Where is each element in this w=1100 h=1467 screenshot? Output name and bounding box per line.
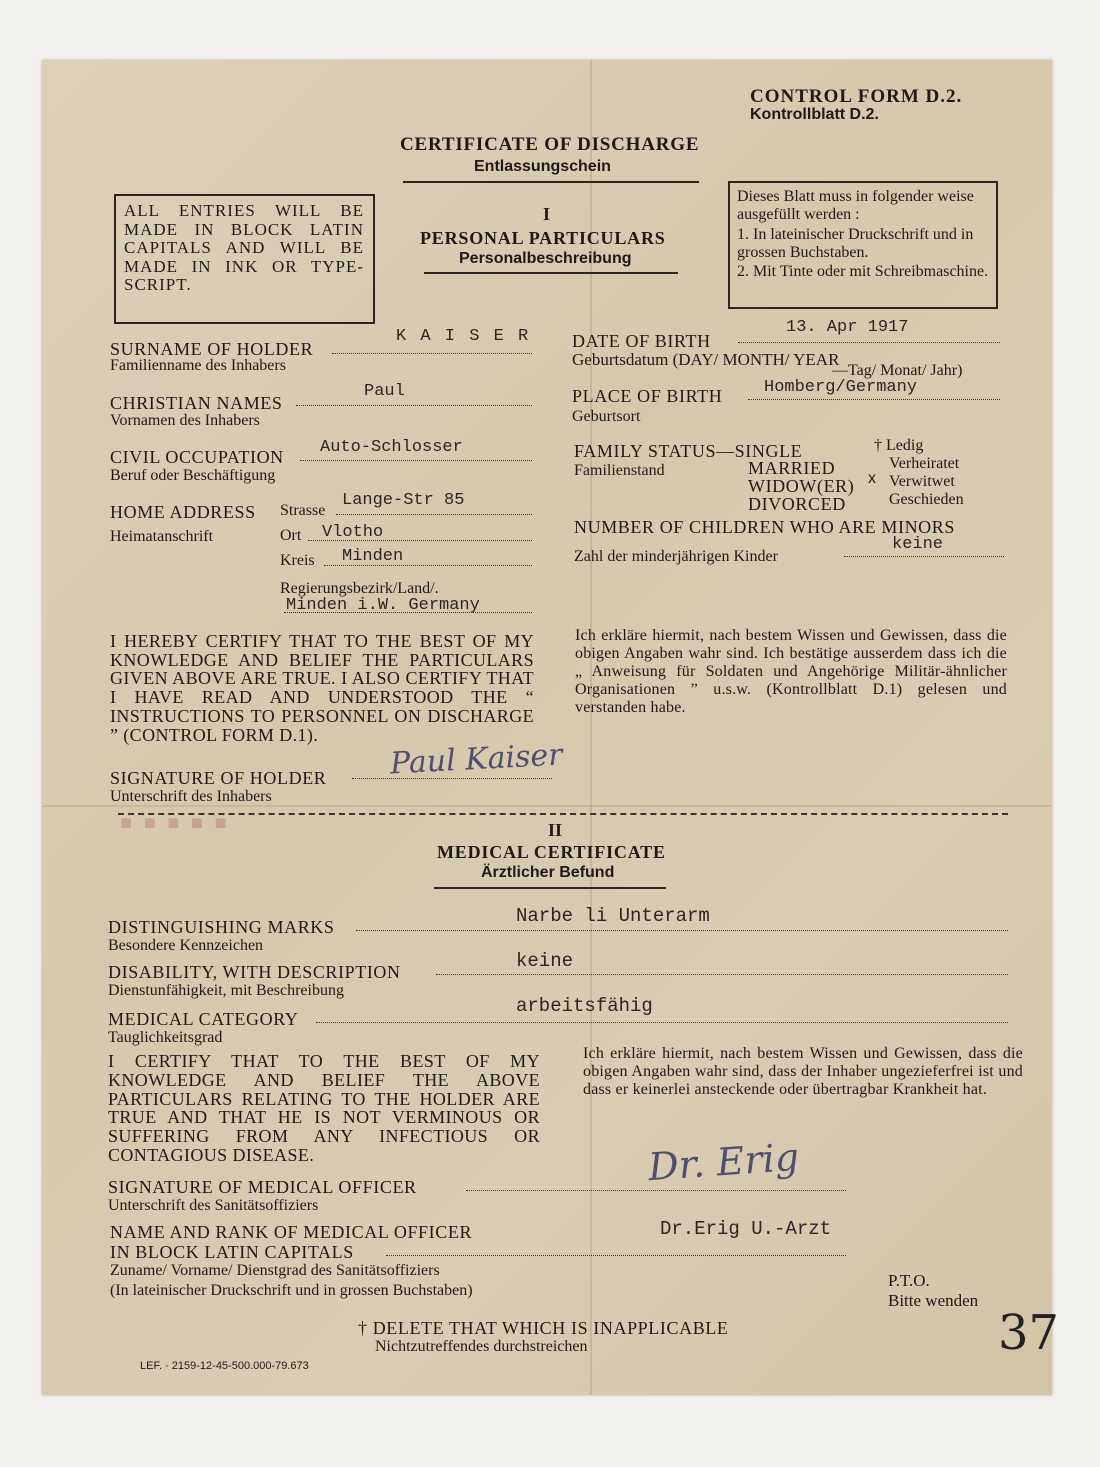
medical-certification-en: I CERTIFY THAT TO THE BEST OF MY KNOWLEDGE AND BELIEF THE ABOVE PARTICULARS RELATING TO THE HOLDER ARE TRUE AND THAT HE IS NOT VERMINOUS OR SUFFERING FROM ANY INFECTIOUS OR CONTAGIOUS DISEASE.	[108, 1051, 540, 1165]
holder-signature-label: SIGNATURE OF HOLDER	[110, 768, 327, 788]
christian-names-label-de: Vornamen des Inhabers	[110, 412, 260, 429]
children-label: NUMBER OF CHILDREN WHO ARE MINORS	[574, 517, 955, 537]
place-of-birth-label-de: Geburtsort	[572, 408, 641, 425]
surname-value: K A I S E R	[396, 327, 531, 346]
children-line	[844, 556, 1004, 557]
medical-officer-signature-label: SIGNATURE OF MEDICAL OFFICER	[108, 1177, 417, 1197]
notice-de-item-2: 2. Mit Tinte oder mit Schreibmaschine.	[737, 263, 989, 280]
medical-officer-name-value: Dr.Erig U.-Arzt	[660, 1218, 832, 1240]
pto-label-de: Bitte wenden	[888, 1291, 979, 1310]
children-label-de: Zahl der minderjährigen Kinder	[574, 548, 778, 565]
pto-label: P.T.O.	[888, 1271, 930, 1290]
strasse-line	[336, 514, 532, 515]
occupation-label-de: Beruf oder Beschäftigung	[110, 467, 276, 484]
place-of-birth-label: PLACE OF BIRTH	[572, 386, 723, 406]
medical-officer-name-label: NAME AND RANK OF MEDICAL OFFICER	[110, 1222, 473, 1242]
section-two-title: MEDICAL CERTIFICATE	[437, 842, 666, 862]
notice-de-intro: Dieses Blatt muss in folgender weise ausgefüllt werden :	[737, 188, 974, 223]
medical-category-line	[316, 1022, 1008, 1023]
home-address-label: HOME ADDRESS	[110, 502, 256, 522]
section-one-numeral: I	[543, 204, 551, 224]
family-option-widower: WIDOW(ER)	[748, 476, 855, 496]
title-rule	[403, 181, 699, 183]
date-of-birth-value: 13. Apr 1917	[786, 318, 909, 337]
strasse-label: Strasse	[280, 502, 326, 519]
notice-de-item-1: 1. In lateinischer Druckschrift und in grossen Buchstaben.	[737, 226, 974, 261]
place-of-birth-line	[748, 399, 1000, 400]
children-value: keine	[892, 535, 944, 554]
section-one-title: PERSONAL PARTICULARS	[420, 228, 666, 248]
medical-officer-signature-label-de: Unterschrift des Sanitätsoffiziers	[108, 1197, 319, 1214]
section-two-title-de: Ärztlicher Befund	[481, 864, 615, 881]
place-of-birth-value: Homberg/Germany	[764, 378, 918, 397]
disability-label: DISABILITY, WITH DESCRIPTION	[108, 962, 401, 982]
date-of-birth-label: DATE OF BIRTH	[572, 331, 711, 351]
kreis-label: Kreis	[280, 552, 315, 569]
surname-line	[332, 353, 532, 354]
disability-line	[436, 974, 1008, 975]
medical-category-label: MEDICAL CATEGORY	[108, 1009, 299, 1029]
section-divider	[118, 813, 1008, 815]
disability-label-de: Dienstunfähigkeit, mit Beschreibung	[108, 982, 344, 999]
delete-note-de: Nichtzutreffendes durchstreichen	[375, 1338, 588, 1355]
family-option-de-verheiratet: Verheiratet	[889, 455, 960, 472]
christian-names-line	[296, 405, 532, 406]
family-status-label: FAMILY STATUS—SINGLE	[574, 441, 803, 461]
section-one-rule	[424, 272, 678, 274]
medical-officer-name-label-de: Zuname/ Vorname/ Dienstgrad des Sanitätsoffiziers	[110, 1262, 440, 1279]
control-form-label: CONTROL FORM D.2.	[750, 86, 963, 107]
distinguishing-marks-label: DISTINGUISHING MARKS	[108, 917, 335, 937]
occupation-label: CIVIL OCCUPATION	[110, 447, 284, 467]
surname-label-de: Familienname des Inhabers	[110, 357, 286, 374]
regierungsbezirk-value: Minden i.W. Germany	[286, 596, 480, 615]
medical-officer-signature: Dr. Erig	[646, 1134, 801, 1190]
faint-stamp: ■ ■ ■ ■ ■	[120, 812, 230, 834]
medical-certification-de: Ich erkläre hiermit, nach bestem Wissen und Gewissen, dass die obigen Angaben wahr sind, dass der Inhaber ungezieferfrei ist und dass er keinerlei ansteckende oder übertragbar Krankheit hat.	[583, 1045, 1023, 1098]
family-option-de-ledig: † Ledig	[874, 437, 924, 454]
document-title-de: Entlassungschein	[474, 158, 611, 175]
holder-signature: Paul Kaiser	[389, 737, 564, 782]
holder-signature-label-de: Unterschrift des Inhabers	[110, 788, 272, 805]
date-of-birth-label-de-2: —Tag/ Monat/ Jahr)	[832, 362, 963, 379]
ort-label: Ort	[280, 527, 302, 544]
family-option-de-geschieden: Geschieden	[889, 491, 964, 508]
medical-officer-name-label-2: IN BLOCK LATIN CAPITALS	[110, 1242, 354, 1262]
family-status-mark: x	[868, 470, 876, 487]
family-status-label-de: Familienstand	[574, 462, 665, 479]
print-code: LEF. · 2159-12-45-500.000-79.673	[140, 1360, 309, 1372]
page-number: 37	[998, 1305, 1060, 1361]
distinguishing-marks-value: Narbe li Unterarm	[516, 905, 710, 927]
distinguishing-marks-label-de: Besondere Kennzeichen	[108, 937, 264, 954]
occupation-value: Auto-Schlosser	[320, 438, 463, 457]
christian-names-value: Paul	[364, 382, 405, 401]
holder-certification-de: Ich erkläre hiermit, nach bestem Wissen und Gewissen, dass die obigen Angaben wahr sind. Ich bestätige ausserdem dass ich die „ Anweisung für Soldaten und Angehörige Militär-ähnlicher Organisationen ” u.s.w. (Kontrollblatt D.1) gelesen und verstanden habe.	[575, 627, 1007, 716]
regierungsbezirk-label: Regierungsbezirk/Land/.	[280, 580, 439, 597]
holder-certification-en: I HEREBY CERTIFY THAT TO THE BEST OF MY KNOWLEDGE AND BELIEF THE PARTICULARS GIVEN ABOVE ARE TRUE. I ALSO CERTIFY THAT I HAVE READ AND UNDERSTOOD THE “ INSTRUCTIONS TO PERSONNEL ON DISCHARGE ” (CONTROL FORM D.1).	[110, 631, 534, 745]
home-address-label-de: Heimatanschrift	[110, 528, 214, 545]
family-option-married: MARRIED	[748, 458, 836, 478]
delete-note: † DELETE THAT WHICH IS INAPPLICABLE	[358, 1318, 729, 1338]
section-two-numeral: II	[548, 820, 563, 840]
kreis-value: Minden	[342, 547, 404, 566]
disability-value: keine	[516, 950, 574, 972]
medical-category-value: arbeitsfähig	[516, 995, 653, 1017]
family-option-divorced: DIVORCED	[748, 494, 846, 514]
medical-officer-name-label-de-2: (In lateinischer Druckschrift und in grossen Buchstaben)	[110, 1282, 473, 1299]
medical-officer-signature-line	[466, 1190, 846, 1191]
section-one-title-de: Personalbeschreibung	[459, 250, 632, 267]
ort-value: Vlotho	[322, 523, 384, 542]
medical-category-label-de: Tauglichkeitsgrad	[108, 1029, 223, 1046]
strasse-value: Lange-Str 85	[342, 491, 465, 510]
medical-officer-name-line	[386, 1255, 846, 1256]
distinguishing-marks-line	[356, 930, 1008, 931]
date-of-birth-line	[738, 342, 1000, 343]
section-two-rule	[434, 887, 666, 889]
family-option-de-verwitwet: Verwitwet	[889, 473, 955, 490]
date-of-birth-label-de: Geburtsdatum (DAY/ MONTH/ YEAR	[572, 350, 840, 369]
document-title: CERTIFICATE OF DISCHARGE	[400, 134, 700, 155]
notice-text: ALL ENTRIES WILL BE MADE IN BLOCK LATIN CAPITALS AND WILL BE MADE IN INK OR TYPE-SCRIPT.	[124, 201, 364, 294]
occupation-line	[300, 460, 532, 461]
kontrollblatt-label: Kontrollblatt D.2.	[750, 106, 879, 123]
surname-label: SURNAME OF HOLDER	[110, 339, 314, 359]
christian-names-label: CHRISTIAN NAMES	[110, 393, 283, 413]
